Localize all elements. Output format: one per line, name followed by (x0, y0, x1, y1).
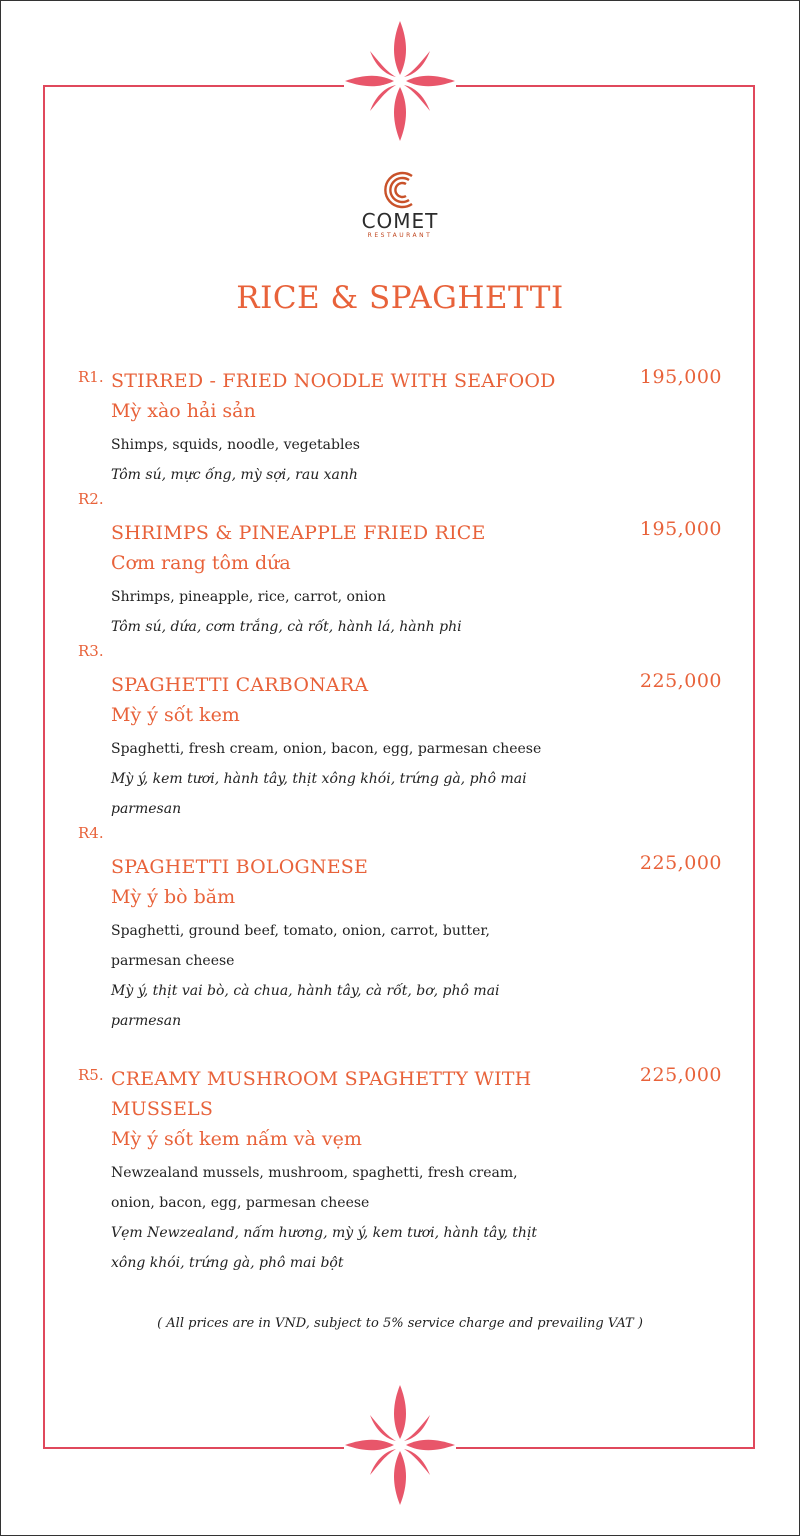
item-ingredients-en: Spaghetti, ground beef, tomato, onion, carrot, butter, parmesan cheese (111, 923, 490, 969)
item-code: R5. (78, 1066, 104, 1084)
item-name: SPAGHETTI BOLOGNESE (111, 856, 369, 878)
item-name: STIRRED - FRIED NOODLE WITH SEAFOOD (111, 370, 556, 392)
item-code: R2. (78, 490, 104, 508)
section-title: RICE & SPAGHETTI (236, 280, 564, 316)
price-footnote: ( All prices are in VND, subject to 5% service charge and prevailing VAT ) (157, 1316, 643, 1331)
restaurant-logo (350, 168, 450, 258)
item-name-vn: Mỳ ý sốt kem (111, 704, 240, 726)
item-price: 225,000 (639, 852, 722, 874)
item-ingredients-vn: Tôm sú, mực ống, mỳ sợi, rau xanh (111, 467, 358, 483)
item-price: 225,000 (639, 1064, 722, 1086)
item-name-vn: Mỳ ý sốt kem nấm và vẹm (111, 1128, 362, 1150)
item-price: 195,000 (639, 518, 722, 540)
item-ingredients-vn: Tôm sú, dứa, cơm trắng, cà rốt, hành lá, hành phi (111, 619, 462, 635)
item-code: R4. (78, 824, 104, 842)
item-ingredients-vn: Mỳ ý, kem tươi, hành tây, thịt xông khói, trứng gà, phô mai parmesan (111, 771, 527, 817)
item-ingredients-vn: Vẹm Newzealand, nấm hương, mỳ ý, kem tươi, hành tây, thịt xông khói, trứng gà, phô mai bột (111, 1225, 538, 1271)
item-code: R1. (78, 368, 104, 386)
flower-ornament-icon (344, 20, 456, 142)
item-name-vn: Cơm rang tôm dứa (111, 552, 291, 574)
item-price: 195,000 (639, 366, 722, 388)
item-ingredients-en: Shrimps, pineapple, rice, carrot, onion (111, 589, 386, 605)
item-ingredients-en: Spaghetti, fresh cream, onion, bacon, egg, parmesan cheese (111, 741, 542, 757)
item-name: SPAGHETTI CARBONARA (111, 674, 369, 696)
item-ingredients-en: Newzealand mussels, mushroom, spaghetti, fresh cream, onion, bacon, egg, parmesan cheese (111, 1165, 518, 1211)
brand-name: COMET (361, 209, 439, 233)
item-name: SHRIMPS & PINEAPPLE FRIED RICE (111, 522, 486, 544)
flower-ornament-icon (344, 1384, 456, 1506)
item-name-vn: Mỳ ý bò băm (111, 886, 236, 908)
item-name: CREAMY MUSHROOM SPAGHETTY WITH MUSSELS (111, 1068, 532, 1120)
item-ingredients-vn: Mỳ ý, thịt vai bò, cà chua, hành tây, cà rốt, bơ, phô mai parmesan (111, 983, 500, 1029)
item-price: 225,000 (639, 670, 722, 692)
item-name-vn: Mỳ xào hải sản (111, 400, 256, 422)
item-code: R3. (78, 642, 104, 660)
comet-logo-icon (378, 168, 422, 212)
brand-subtitle: RESTAURANT (367, 232, 433, 239)
item-ingredients-en: Shimps, squids, noodle, vegetables (111, 437, 360, 453)
